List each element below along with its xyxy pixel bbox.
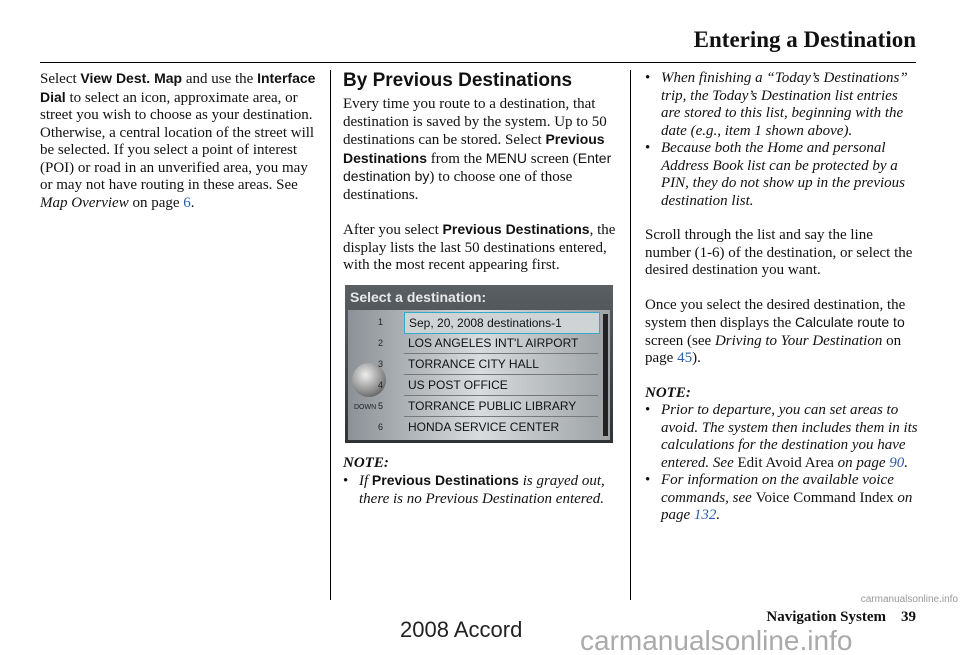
bullet-item: • When finishing a “Today’s Destinations” trip, the Today’s Destination list entries are stored to this list, beginning with the date (e.g., item 1 shown above).	[645, 70, 920, 140]
destination-row-selected: Sep, 20, 2008 destinations-1	[404, 312, 600, 334]
watermark-small: carmanualsonline.info	[860, 594, 958, 605]
destination-row: TORRANCE PUBLIC LIBRARY	[404, 396, 598, 417]
row-number: 2	[378, 337, 384, 348]
destination-row: LOS ANGELES INT'L AIRPORT	[404, 333, 598, 354]
row-number: 5	[378, 400, 384, 411]
page-link[interactable]: 6	[183, 194, 191, 211]
footer-section: Navigation System	[766, 609, 886, 625]
paragraph: Once you select the desired destination, the system then displays the Calculate route to screen (see Driving to Your Destination on page 45).	[645, 296, 906, 366]
page-link[interactable]: 45	[677, 350, 693, 366]
page-link[interactable]: 90	[889, 454, 905, 471]
paragraph: Select View Dest. Map and use the Interface Dial to select an icon, approximate area, or street you wish to choose as your destination. Otherwise, a central location of the street will be selected. If you select a point of interest (POI) or road in an unverified area, you may or may not have routing in these areas. See Map Overview on page 6.	[40, 70, 316, 211]
page-link[interactable]: 132	[693, 507, 717, 523]
column-2	[343, 70, 618, 508]
destination-row: HONDA SERVICE CENTER	[408, 419, 560, 434]
row-number: 4	[378, 379, 384, 390]
note-label: NOTE:	[343, 454, 389, 471]
note-item: • Prior to departure, you can set areas to avoid. The system then includes them in its calculations for the destination you have entered. See Edit Avoid Area on page 90.	[645, 402, 920, 472]
watermark: carmanualsonline.info	[580, 625, 853, 655]
column-1	[40, 70, 322, 229]
bullet-item: • Because both the Home and personal Address Book list can be protected by a PIN, they do not show up in the previous destination list.	[645, 140, 920, 210]
destination-row: US POST OFFICE	[404, 375, 598, 396]
page-footer	[766, 608, 916, 626]
column-divider	[330, 70, 331, 600]
header-rule	[40, 62, 916, 63]
model-label: 2008 Accord	[400, 617, 523, 642]
row-number: 3	[378, 358, 384, 369]
row-number: 1	[378, 316, 384, 327]
section-heading: By Previous Destinations	[343, 70, 573, 91]
column-3	[645, 70, 920, 525]
screen-title: Select a destination:	[350, 288, 487, 305]
note-label: NOTE:	[645, 384, 691, 401]
down-label: DOWN	[354, 403, 377, 411]
destination-row: TORRANCE CITY HALL	[404, 354, 598, 375]
row-number: 6	[378, 421, 384, 432]
note-item: • If Previous Destinations is grayed out, there is no Previous Destination entered.	[343, 472, 618, 508]
paragraph: Every time you route to a destination, that destination is saved by the system. Up to 50 destinations can be stored. Select Previous Destinations from the MENU screen (Enter destination by) to choose one of those destinations.	[343, 96, 612, 203]
note-item: • For information on the available voice commands, see Voice Command Index on page 132.	[645, 472, 920, 525]
paragraph: Scroll through the list and say the line number (1-6) of the destination, or select the desired destination you want.	[645, 227, 913, 278]
nav-screenshot	[345, 285, 613, 443]
paragraph: After you select Previous Destinations, the display lists the last 50 destinations entered, with the most recent appearing first.	[343, 221, 616, 273]
page-title: Entering a Destination	[693, 27, 916, 52]
scrollbar	[603, 314, 608, 436]
column-divider	[630, 70, 631, 600]
page-number: 39	[901, 609, 916, 625]
